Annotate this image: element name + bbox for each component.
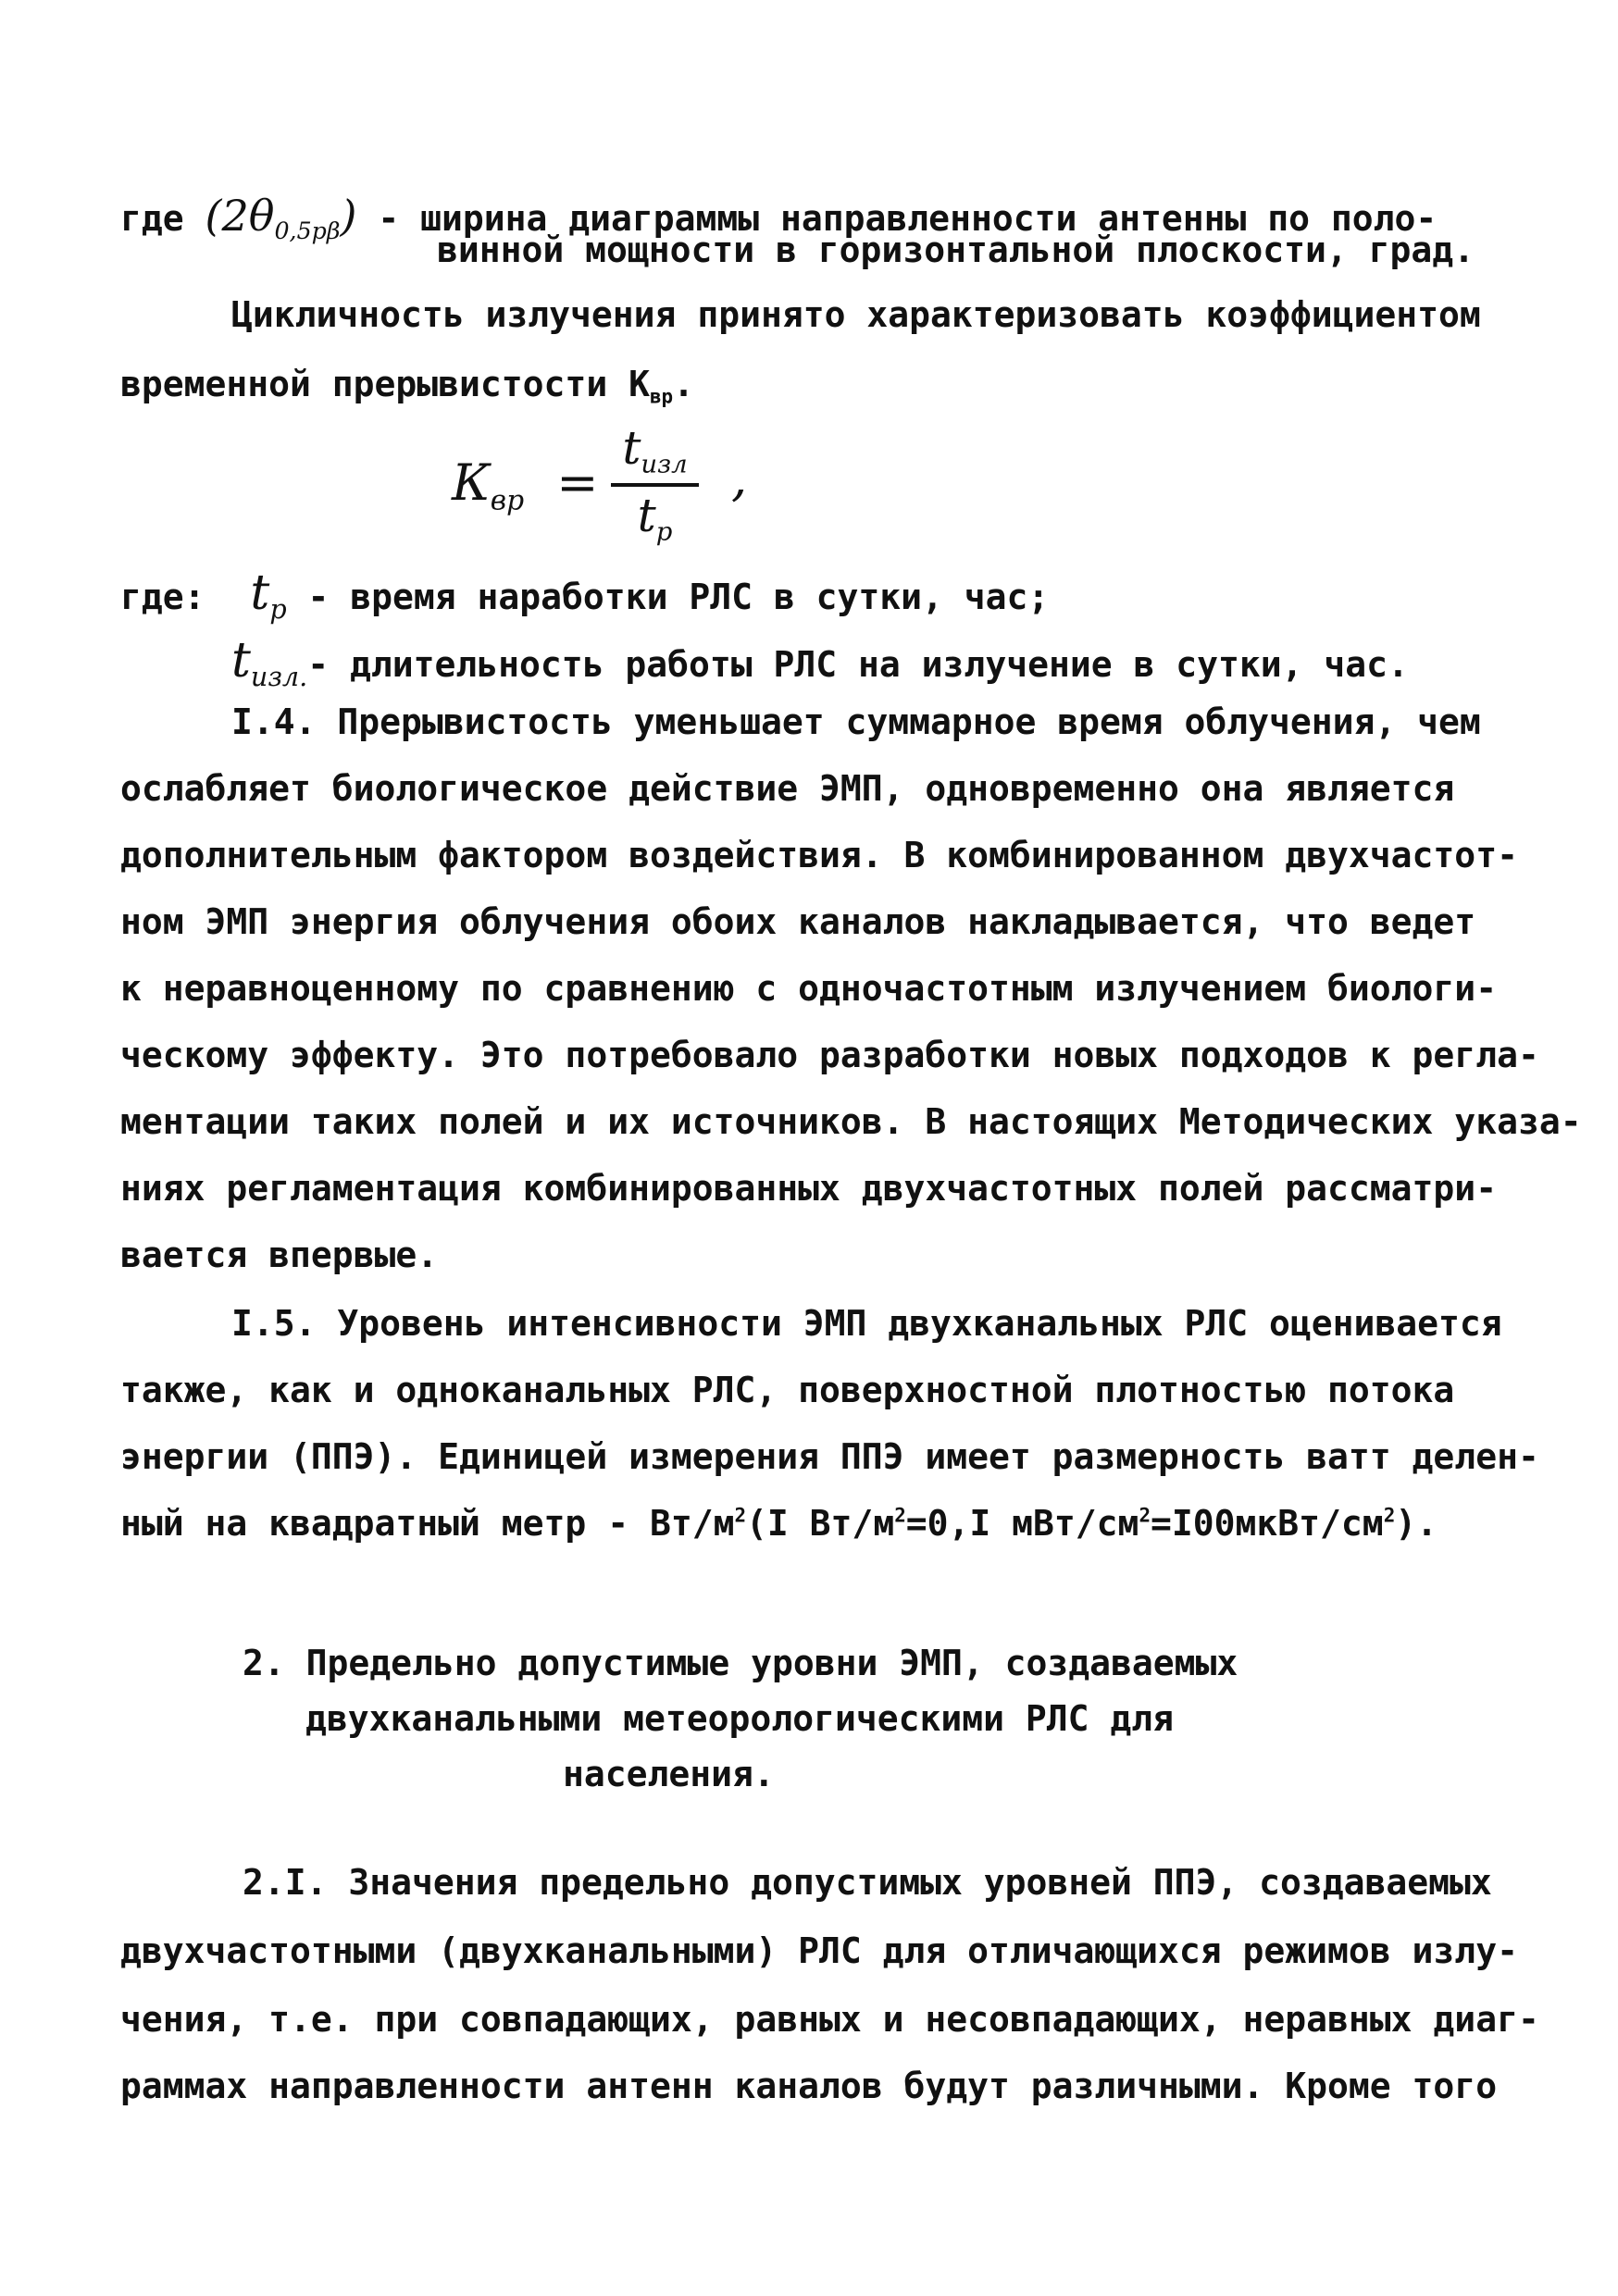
formula-fraction: [611, 421, 699, 546]
formula-numerator: $t_{изл}$: [611, 421, 699, 487]
where-tizl-line: [231, 632, 1409, 692]
p14-line: ментации таких полей и их источников. В настоящих Методических указа-: [120, 1101, 1582, 1142]
section-2-heading-line-2: двухканальными метеорологическими РЛС для: [305, 1698, 1174, 1739]
where-gde: где:: [120, 577, 205, 617]
p14-line: к неравноценному по сравнению с одночастотным излучением биологи-: [120, 968, 1498, 1009]
p21-line: 2.I. Значения предельно допустимых уровней ППЭ, создаваемых: [243, 1862, 1492, 1903]
p14-line: ном ЭМП энергия облучения обоих каналов накладывается, что ведет: [120, 901, 1476, 942]
p21-line: раммах направленности антенн каналов будут различными. Кроме того: [120, 2066, 1498, 2106]
p14-line: ческому эффекту. Это потребовало разработки новых подходов к регла-: [120, 1035, 1539, 1075]
p14-line: ослабляет биологическое действие ЭМП, одновременно она является: [120, 768, 1455, 809]
tizl-definition: - длительность работы РЛС на излучение в сутки, час.: [307, 644, 1409, 685]
p15-last-line: ный на квадратный метр - $Вт/м^2(I$ $Вт/м^2=0,I$ мВт/$см^2=I00мкВт/см^2$).: [120, 1503, 1438, 1544]
p21-line: чения, т.е. при совпадающих, равных и несовпадающих, неравных диаг-: [120, 1999, 1539, 2040]
theta-definition-line-1: - ширина диаграммы направленности антенны по поло-: [378, 198, 1438, 239]
cyclic-line-2: временной прерывистости $К_{вр}$.: [120, 364, 694, 408]
formula-lhs: $К_{вр}$ =: [452, 453, 599, 517]
intro-gde: где: [120, 198, 184, 239]
p15-line: также, как и одноканальных РЛС, поверхностной плотностью потока: [120, 1370, 1455, 1410]
p15-line: I.5. Уровень интенсивности ЭМП двухканальных РЛС оценивается: [231, 1303, 1502, 1344]
formula-comma: ,: [731, 449, 748, 507]
p15-line: энергии (ППЭ). Единицей измерения ППЭ имеет размерность ватт делен-: [120, 1436, 1539, 1477]
p14-line: дополнительным фактором воздействия. В комбинированном двухчастот-: [120, 835, 1518, 875]
theta-definition-line-2: винной мощности в горизонтальной плоскости, град.: [437, 230, 1475, 270]
p14-line: ниях регламентация комбинированных двухчастотных полей рассматри-: [120, 1168, 1498, 1209]
p21-line: двухчастотными (двухканальными) РЛС для отличающихся режимов излу-: [120, 1930, 1518, 1971]
formula-denominator: $t_р$: [637, 488, 673, 547]
tizl-symbol: $t_{изл.}$: [231, 633, 308, 692]
section-2-heading-line-3: населения.: [563, 1754, 775, 1794]
cyclic-line-1: Цикличность излучения принято характеризовать коэффициентом: [231, 294, 1481, 335]
tp-definition: - время наработки РЛС в сутки, час;: [307, 577, 1050, 617]
tp-symbol: $t_р$: [250, 565, 287, 625]
section-2-heading-line-1: 2. Предельно допустимые уровни ЭМП, создаваемых: [243, 1643, 1238, 1683]
theta-symbol: $(2\theta_{0,5р\beta})$: [205, 191, 357, 244]
p14-line: вается впервые.: [120, 1235, 439, 1275]
where-tp-line: [120, 565, 1049, 625]
p14-line: I.4. Прерывистость уменьшает суммарное время облучения, чем: [231, 701, 1481, 742]
